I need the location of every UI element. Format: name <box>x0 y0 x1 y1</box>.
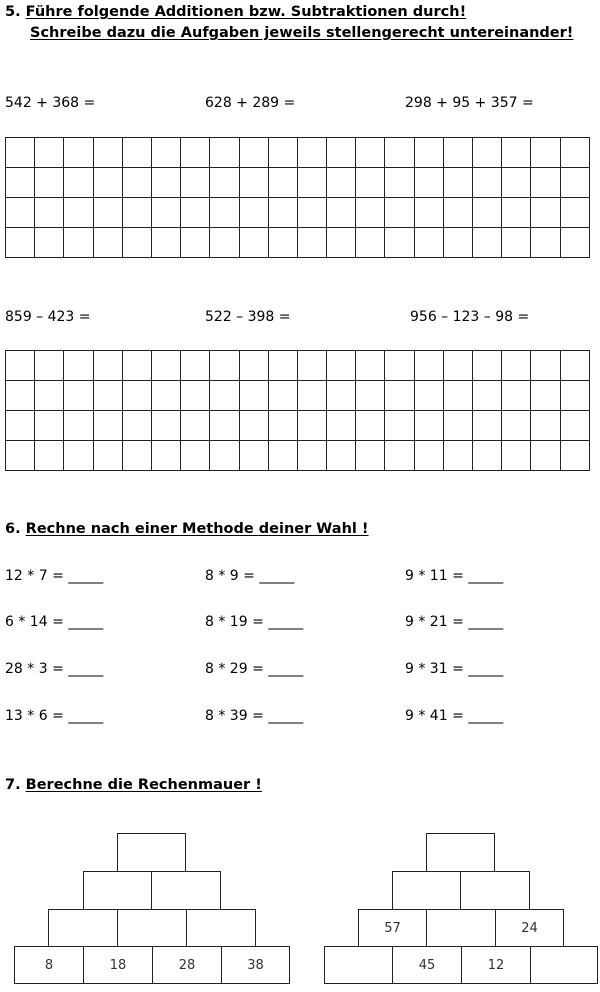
grid-cell[interactable] <box>443 411 472 441</box>
grid-cell[interactable] <box>297 441 326 471</box>
grid-cell[interactable] <box>122 441 151 471</box>
grid-cell[interactable] <box>385 441 414 471</box>
grid-cell[interactable] <box>93 411 122 441</box>
grid-cell[interactable] <box>414 168 443 198</box>
grid-cell[interactable] <box>473 351 502 381</box>
grid-cell[interactable] <box>181 228 210 258</box>
grid-cell[interactable] <box>151 441 180 471</box>
wall2-brick-r2-2[interactable] <box>460 871 530 910</box>
grid-cell[interactable] <box>151 381 180 411</box>
grid-cell[interactable] <box>356 351 385 381</box>
grid-cell[interactable] <box>473 441 502 471</box>
grid-cell[interactable] <box>239 441 268 471</box>
grid-cell[interactable] <box>443 351 472 381</box>
grid-cell[interactable] <box>35 441 64 471</box>
grid-cell[interactable] <box>327 411 356 441</box>
grid-cell[interactable] <box>356 381 385 411</box>
grid-row <box>6 138 590 168</box>
grid-cell[interactable] <box>268 441 297 471</box>
grid-cell[interactable] <box>502 351 531 381</box>
grid-cell[interactable] <box>502 441 531 471</box>
grid-cell[interactable] <box>327 138 356 168</box>
grid-cell[interactable] <box>268 138 297 168</box>
grid-cell[interactable] <box>297 198 326 228</box>
grid-cell[interactable] <box>473 198 502 228</box>
grid-row <box>6 381 590 411</box>
grid-cell[interactable] <box>64 168 93 198</box>
grid-cell[interactable] <box>35 351 64 381</box>
grid-cell[interactable] <box>327 441 356 471</box>
multiplication-r1c2: 8 * 9 = _____ <box>205 568 295 584</box>
grid-cell[interactable] <box>239 228 268 258</box>
grid-cell[interactable] <box>239 198 268 228</box>
task5-heading-line2 <box>30 24 573 43</box>
grid-cell[interactable] <box>385 168 414 198</box>
grid-cell[interactable] <box>268 351 297 381</box>
grid-cell[interactable] <box>151 411 180 441</box>
grid-cell[interactable] <box>93 198 122 228</box>
wall1-brick-r2-2[interactable] <box>151 871 221 910</box>
grid-cell[interactable] <box>327 381 356 411</box>
multiplication-r1c3: 9 * 11 = _____ <box>405 568 504 584</box>
task5-instruction-line2: Schreibe dazu die Aufgaben jeweils stellengerecht untereinander! <box>30 25 574 41</box>
wall1-brick-r4-1[interactable]: 8 <box>14 946 84 984</box>
grid-cell[interactable] <box>560 138 589 168</box>
grid-cell[interactable] <box>6 441 35 471</box>
grid-cell[interactable] <box>151 198 180 228</box>
grid-cell[interactable] <box>64 441 93 471</box>
grid-cell[interactable] <box>531 198 560 228</box>
subtraction-problem-3: 956 – 123 – 98 = <box>410 309 530 325</box>
multiplication-r2c1: 6 * 14 = _____ <box>5 614 104 630</box>
wall1-brick-r4-4[interactable]: 38 <box>221 946 290 984</box>
grid-row <box>6 351 590 381</box>
grid-cell[interactable] <box>35 228 64 258</box>
grid-cell[interactable] <box>531 138 560 168</box>
grid-cell[interactable] <box>297 228 326 258</box>
multiplication-r4c1: 13 * 6 = _____ <box>5 708 104 724</box>
grid-cell[interactable] <box>35 138 64 168</box>
grid-cell[interactable] <box>414 381 443 411</box>
task6-heading <box>5 520 369 539</box>
grid-cell[interactable] <box>356 168 385 198</box>
subtraction-problem-2: 522 – 398 = <box>205 309 291 325</box>
grid-cell[interactable] <box>560 381 589 411</box>
grid-cell[interactable] <box>327 228 356 258</box>
grid-cell[interactable] <box>414 411 443 441</box>
task5-instruction-line1: Führe folgende Additionen bzw. Subtraktionen durch! <box>25 4 467 20</box>
grid-cell[interactable] <box>385 138 414 168</box>
grid-cell[interactable] <box>64 381 93 411</box>
grid-cell[interactable] <box>239 411 268 441</box>
wall1-brick-r2-1[interactable] <box>83 871 152 910</box>
grid-cell[interactable] <box>210 228 239 258</box>
grid-cell[interactable] <box>151 228 180 258</box>
grid-cell[interactable] <box>385 198 414 228</box>
grid-cell[interactable] <box>6 198 35 228</box>
grid-cell[interactable] <box>181 411 210 441</box>
task6-number: 6. <box>5 521 21 537</box>
grid-cell[interactable] <box>268 228 297 258</box>
wall2-brick-r3-2[interactable] <box>426 909 496 947</box>
grid-cell[interactable] <box>531 411 560 441</box>
wall1-brick-r3-2[interactable] <box>117 909 187 947</box>
grid-cell[interactable] <box>93 381 122 411</box>
grid-cell[interactable] <box>268 411 297 441</box>
wall2-brick-r4-4[interactable] <box>530 946 598 984</box>
multiplication-r4c3: 9 * 41 = _____ <box>405 708 504 724</box>
grid-cell[interactable] <box>122 198 151 228</box>
grid-cell[interactable] <box>560 198 589 228</box>
grid-cell[interactable] <box>560 168 589 198</box>
grid-cell[interactable] <box>414 198 443 228</box>
grid-cell[interactable] <box>268 381 297 411</box>
grid-cell[interactable] <box>531 381 560 411</box>
addition-problem-1: 542 + 368 = <box>5 95 96 111</box>
grid-cell[interactable] <box>414 228 443 258</box>
grid-cell[interactable] <box>297 138 326 168</box>
wall2-brick-r3-1[interactable]: 57 <box>358 909 427 947</box>
grid-cell[interactable] <box>268 168 297 198</box>
wall1-brick-top[interactable] <box>117 833 186 872</box>
grid-cell[interactable] <box>385 228 414 258</box>
grid-row <box>6 228 590 258</box>
multiplication-r2c2: 8 * 19 = _____ <box>205 614 304 630</box>
grid-cell[interactable] <box>356 228 385 258</box>
grid-cell[interactable] <box>151 351 180 381</box>
grid-cell[interactable] <box>385 381 414 411</box>
grid-cell[interactable] <box>239 351 268 381</box>
grid-cell[interactable] <box>473 381 502 411</box>
wall1-brick-r3-1[interactable] <box>48 909 118 947</box>
grid-cell[interactable] <box>210 351 239 381</box>
grid-cell[interactable] <box>385 351 414 381</box>
grid-cell[interactable] <box>122 168 151 198</box>
grid-cell[interactable] <box>502 381 531 411</box>
wall1-brick-r4-3[interactable]: 28 <box>152 946 222 984</box>
grid-cell[interactable] <box>502 198 531 228</box>
wall1-brick-r3-3[interactable] <box>186 909 256 947</box>
grid-cell[interactable] <box>327 351 356 381</box>
grid-cell[interactable] <box>93 228 122 258</box>
wall2-brick-r4-2[interactable]: 45 <box>392 946 462 984</box>
grid-cell[interactable] <box>560 351 589 381</box>
grid-cell[interactable] <box>473 228 502 258</box>
task5-number: 5. <box>5 4 21 20</box>
grid-cell[interactable] <box>297 381 326 411</box>
grid-cell[interactable] <box>531 168 560 198</box>
grid-cell[interactable] <box>473 138 502 168</box>
grid-cell[interactable] <box>414 441 443 471</box>
grid-cell[interactable] <box>356 138 385 168</box>
grid-cell[interactable] <box>210 411 239 441</box>
grid-cell[interactable] <box>181 441 210 471</box>
task6-title: Rechne nach einer Methode deiner Wahl ! <box>25 521 369 537</box>
grid-cell[interactable] <box>502 228 531 258</box>
task7-number: 7. <box>5 777 21 793</box>
grid-cell[interactable] <box>93 441 122 471</box>
task7-heading <box>5 776 262 795</box>
grid-cell[interactable] <box>122 351 151 381</box>
grid-cell[interactable] <box>297 411 326 441</box>
grid-cell[interactable] <box>443 198 472 228</box>
multiplication-r3c1: 28 * 3 = _____ <box>5 661 104 677</box>
grid-cell[interactable] <box>181 138 210 168</box>
grid-cell[interactable] <box>35 168 64 198</box>
grid-cell[interactable] <box>6 381 35 411</box>
grid-cell[interactable] <box>151 168 180 198</box>
grid-cell[interactable] <box>210 168 239 198</box>
grid-cell[interactable] <box>181 351 210 381</box>
task7-title: Berechne die Rechenmauer ! <box>25 777 262 793</box>
grid-cell[interactable] <box>181 198 210 228</box>
grid-cell[interactable] <box>6 351 35 381</box>
subtraction-problem-1: 859 – 423 = <box>5 309 91 325</box>
task5-heading <box>5 3 466 22</box>
grid-cell[interactable] <box>473 168 502 198</box>
grid-cell[interactable] <box>443 381 472 411</box>
grid-cell[interactable] <box>210 441 239 471</box>
grid-cell[interactable] <box>297 168 326 198</box>
wall2-brick-r4-1[interactable] <box>324 946 393 984</box>
grid-cell[interactable] <box>210 381 239 411</box>
grid-cell[interactable] <box>502 138 531 168</box>
wall2-brick-top[interactable] <box>426 833 495 872</box>
grid-cell[interactable] <box>414 138 443 168</box>
grid-cell[interactable] <box>531 351 560 381</box>
grid-cell[interactable] <box>6 138 35 168</box>
wall2-brick-r2-1[interactable] <box>392 871 461 910</box>
grid-cell[interactable] <box>356 441 385 471</box>
grid-cell[interactable] <box>151 138 180 168</box>
grid-cell[interactable] <box>531 441 560 471</box>
grid-cell[interactable] <box>239 168 268 198</box>
grid-cell[interactable] <box>181 381 210 411</box>
grid-cell[interactable] <box>473 411 502 441</box>
grid-cell[interactable] <box>93 351 122 381</box>
grid-cell[interactable] <box>443 138 472 168</box>
grid-cell[interactable] <box>6 411 35 441</box>
wall2-brick-r4-3[interactable]: 12 <box>461 946 531 984</box>
grid-cell[interactable] <box>268 198 297 228</box>
grid-cell[interactable] <box>443 441 472 471</box>
grid-cell[interactable] <box>327 168 356 198</box>
grid-cell[interactable] <box>443 228 472 258</box>
grid-cell[interactable] <box>502 168 531 198</box>
grid-cell[interactable] <box>327 198 356 228</box>
grid-cell[interactable] <box>560 411 589 441</box>
grid-row <box>6 411 590 441</box>
grid-cell[interactable] <box>93 168 122 198</box>
grid-cell[interactable] <box>122 228 151 258</box>
grid-cell[interactable] <box>210 138 239 168</box>
grid-cell[interactable] <box>35 198 64 228</box>
grid-row <box>6 168 590 198</box>
grid-cell[interactable] <box>385 411 414 441</box>
addition-writing-grid[interactable] <box>5 137 590 258</box>
grid-cell[interactable] <box>35 411 64 441</box>
addition-problem-3: 298 + 95 + 357 = <box>405 95 534 111</box>
grid-cell[interactable] <box>443 168 472 198</box>
grid-row <box>6 441 590 471</box>
grid-cell[interactable] <box>35 381 64 411</box>
addition-problem-2: 628 + 289 = <box>205 95 296 111</box>
grid-cell[interactable] <box>6 228 35 258</box>
grid-cell[interactable] <box>6 168 35 198</box>
grid-cell[interactable] <box>122 381 151 411</box>
wall1-brick-r4-2[interactable]: 18 <box>83 946 153 984</box>
multiplication-r1c1: 12 * 7 = _____ <box>5 568 104 584</box>
wall2-brick-r3-3[interactable]: 24 <box>495 909 564 947</box>
multiplication-r3c3: 9 * 31 = _____ <box>405 661 504 677</box>
grid-cell[interactable] <box>239 381 268 411</box>
grid-cell[interactable] <box>560 228 589 258</box>
grid-cell[interactable] <box>93 138 122 168</box>
grid-cell[interactable] <box>64 411 93 441</box>
grid-cell[interactable] <box>414 351 443 381</box>
grid-cell[interactable] <box>64 351 93 381</box>
grid-cell[interactable] <box>181 168 210 198</box>
subtraction-writing-grid[interactable] <box>5 350 590 471</box>
grid-cell[interactable] <box>122 411 151 441</box>
grid-cell[interactable] <box>64 138 93 168</box>
grid-cell[interactable] <box>560 441 589 471</box>
grid-cell[interactable] <box>210 198 239 228</box>
multiplication-r4c2: 8 * 39 = _____ <box>205 708 304 724</box>
grid-cell[interactable] <box>531 228 560 258</box>
multiplication-r2c3: 9 * 21 = _____ <box>405 614 504 630</box>
grid-cell[interactable] <box>64 198 93 228</box>
grid-cell[interactable] <box>502 411 531 441</box>
grid-cell[interactable] <box>356 411 385 441</box>
grid-cell[interactable] <box>64 228 93 258</box>
grid-row <box>6 198 590 228</box>
grid-cell[interactable] <box>356 198 385 228</box>
multiplication-r3c2: 8 * 29 = _____ <box>205 661 304 677</box>
grid-cell[interactable] <box>239 138 268 168</box>
grid-cell[interactable] <box>122 138 151 168</box>
grid-cell[interactable] <box>297 351 326 381</box>
